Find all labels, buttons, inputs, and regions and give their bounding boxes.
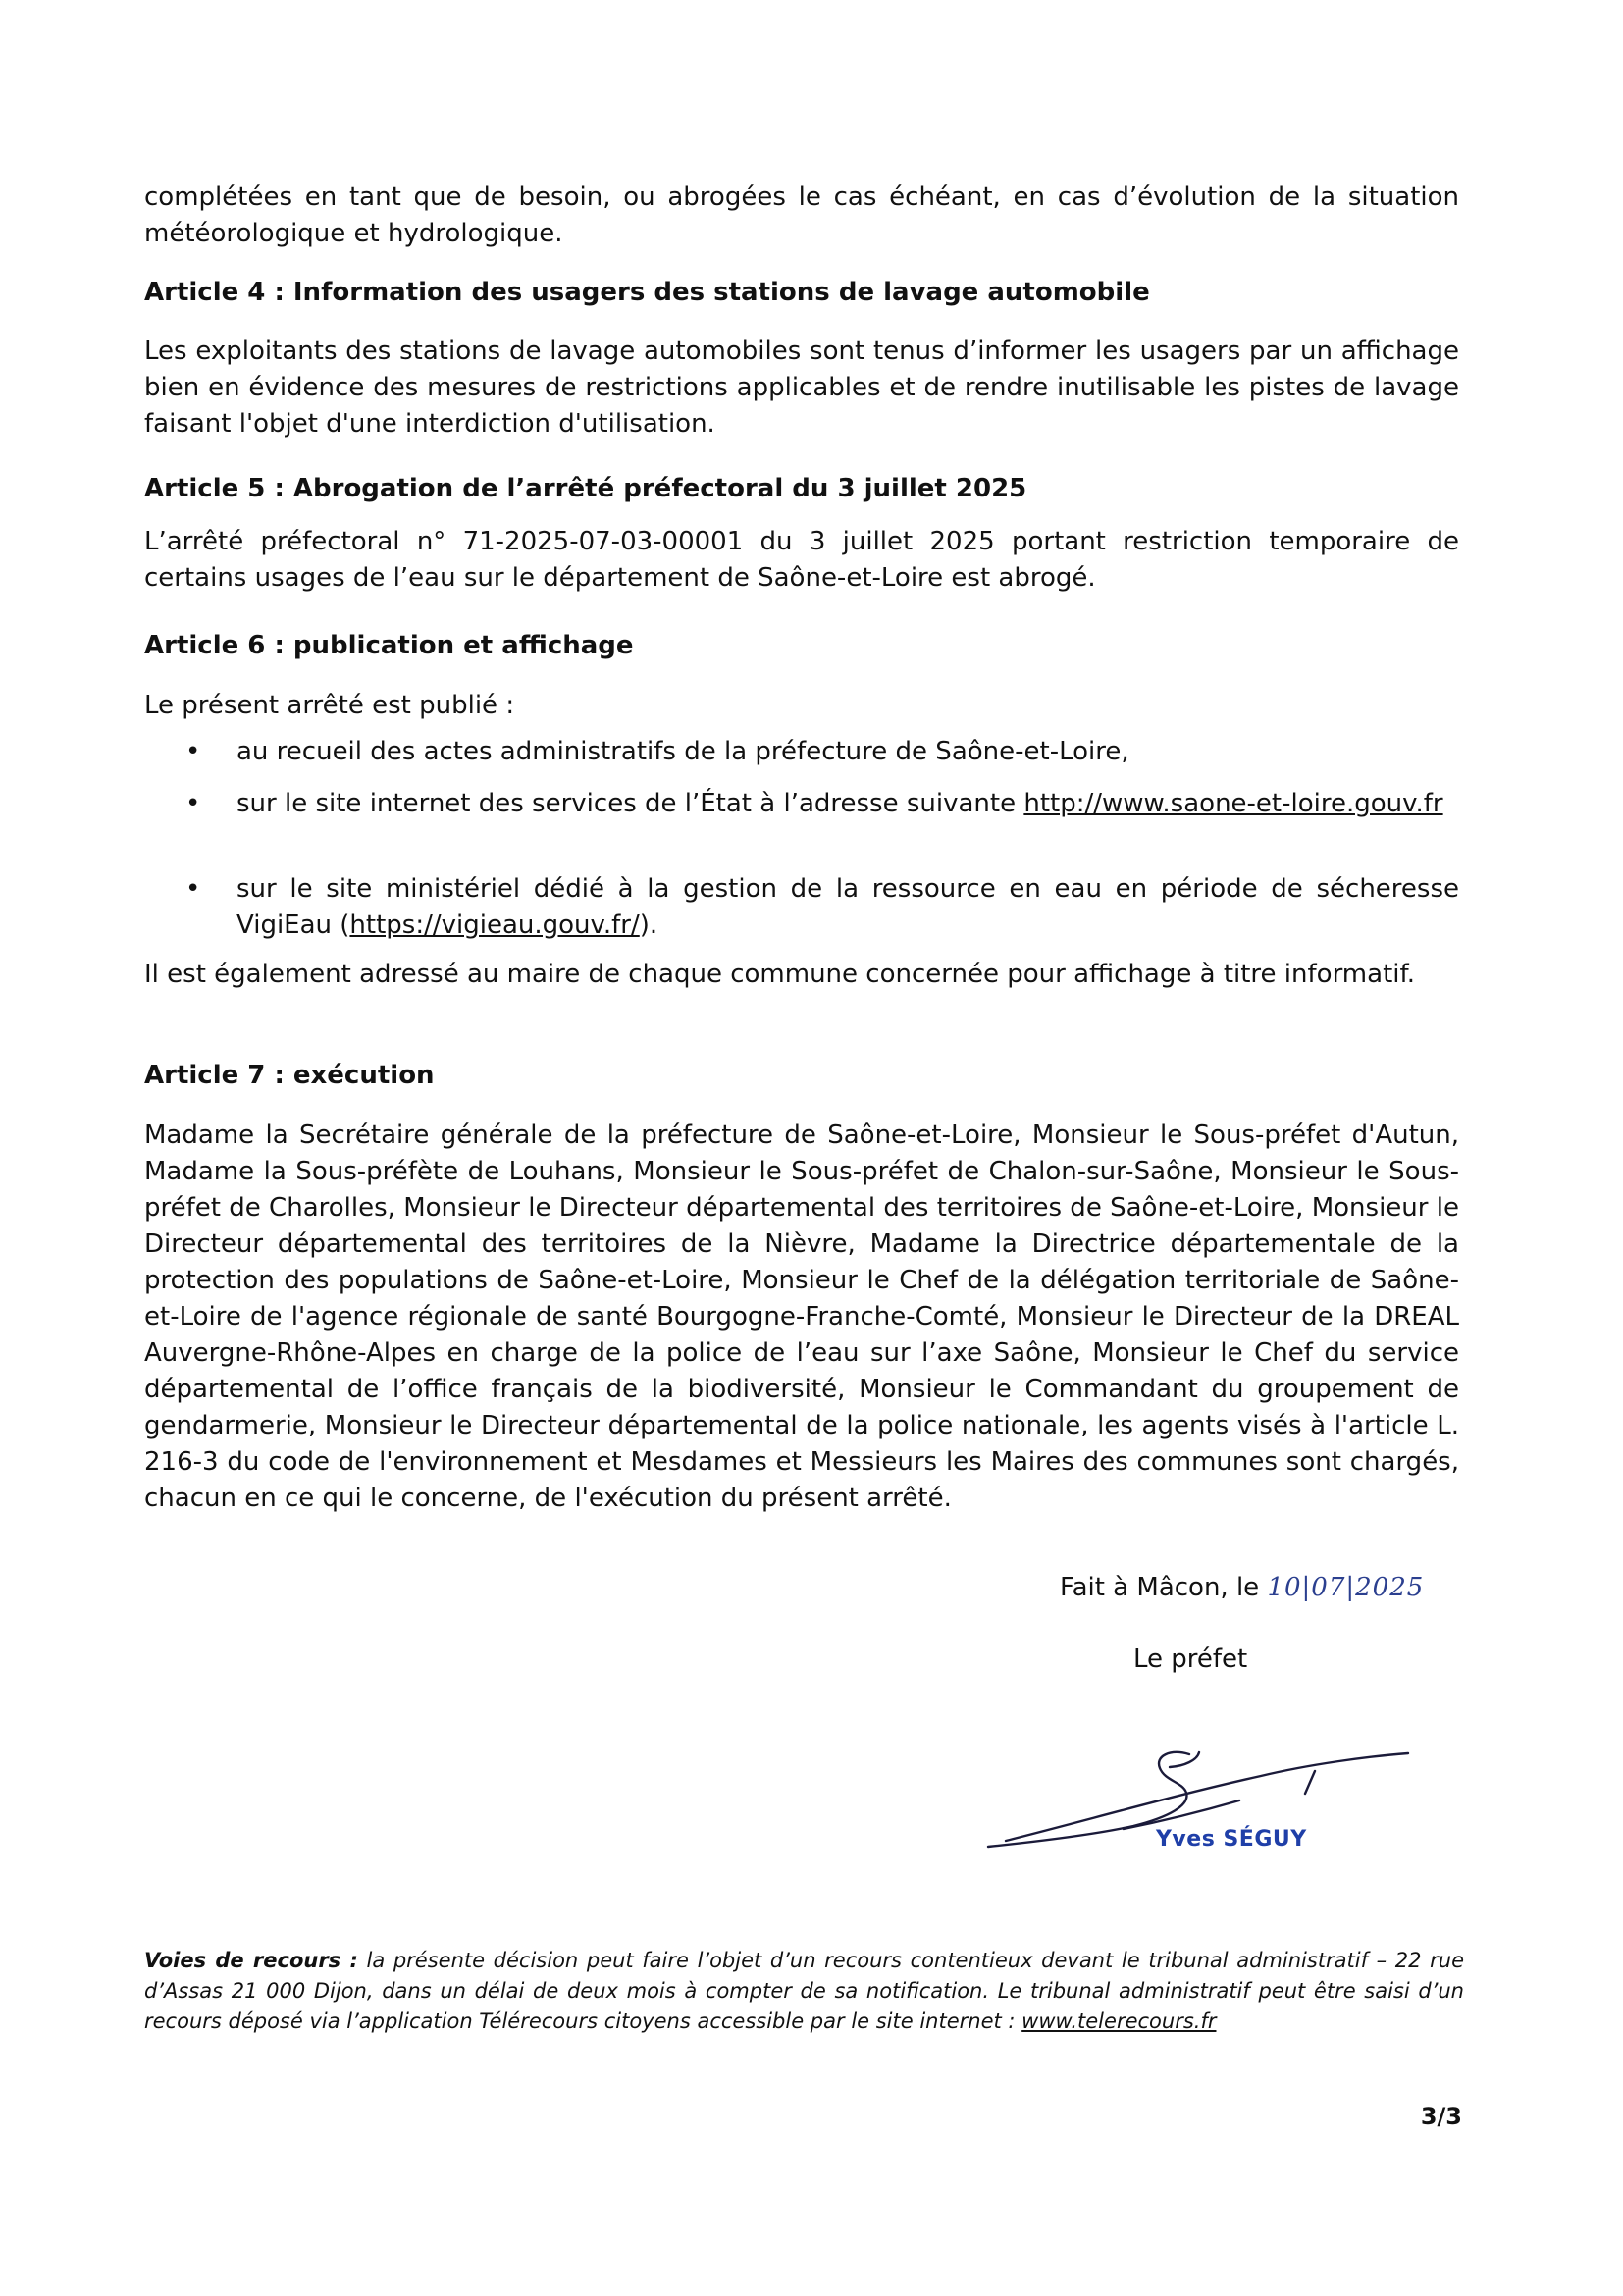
list-item-text: sur le site internet des services de l’État à l’adresse suivante http://www.saone-et-loire.gouv.fr bbox=[236, 789, 1443, 818]
article-6-title: Article 6 : publication et affichage bbox=[144, 631, 634, 660]
prefecture-website-link[interactable]: http://www.saone-et-loire.gouv.fr bbox=[1023, 789, 1443, 818]
continuation-paragraph bbox=[144, 180, 1459, 252]
appeal-text: la présente décision peut faire l’objet d’un recours contentieux devant le tribunal administratif – 22 rue d’Assas 21 000 Dijon, dans un délai de deux mois à compter de sa notification. Le tribunal administratif peut être saisi d’un recours déposé via l’application Télérecours citoyens accessible par le site internet : bbox=[144, 1949, 1464, 2033]
article-7-text: Madame la Secrétaire générale de la préfecture de Saône-et-Loire, Monsieur le Sous-préfet d'Autun, Madame la Sous-préfète de Louhans, Monsieur le Sous-préfet de Chalon-sur-Saône, Monsieur le Sous-préfet de Charolles, Monsieur le Directeur départemental des territoires de Saône-et-Loire, Monsieur le Directeur départemental des territoires de la Nièvre, Madame la Directrice départementale de la protection des populations de Saône-et-Loire, Monsieur le Chef de la délégation territoriale de Saône-et-Loire de l'agence régionale de santé Bourgogne-Franche-Comté, Monsieur le Directeur de la DREAL Auvergne-Rhône-Alpes en charge de la police de l’eau sur l’axe Saône, Monsieur le Chef du service départemental de l’office français de la biodiversité, Monsieur le Commandant du groupement de gendarmerie, Monsieur le Directeur départemental de la police nationale, les agents visés à l'article L. 216-3 du code de l'environnement et Mesdames et Messieurs les Maires des communes sont chargés, chacun en ce qui le concerne, de l'exécution du présent arrêté. bbox=[144, 1121, 1459, 1513]
article-6-outro bbox=[144, 957, 1459, 993]
signature-place-date bbox=[1060, 1570, 1424, 1605]
article-4-title: Article 4 : Information des usagers des stations de lavage automobile bbox=[144, 278, 1150, 307]
article-5-body bbox=[144, 524, 1459, 597]
article-6-intro bbox=[144, 688, 1459, 724]
place-label: Fait à Mâcon, le bbox=[1060, 1573, 1260, 1602]
article-7-title: Article 7 : exécution bbox=[144, 1061, 435, 1090]
bullet-icon: • bbox=[185, 874, 201, 904]
vigieau-link[interactable]: https://vigieau.gouv.fr/ bbox=[349, 911, 640, 940]
signer-role: Le préfet bbox=[1133, 1644, 1248, 1674]
handwritten-date: 10|07|2025 bbox=[1267, 1573, 1425, 1602]
bullet-icon: • bbox=[185, 737, 201, 766]
article-4-text: Les exploitants des stations de lavage automobiles sont tenus d’informer les usagers par un affichage bien en évidence des mesures de restrictions applicables et de rendre inutilisable les pistes de lavage faisant l'objet d'une interdiction d'utilisation. bbox=[144, 337, 1459, 439]
page-number: 3/3 bbox=[1420, 2103, 1462, 2130]
article-5-title: Article 5 : Abrogation de l’arrêté préfectoral du 3 juillet 2025 bbox=[144, 474, 1027, 503]
signer-name-stamp: Yves SÉGUY bbox=[1156, 1827, 1307, 1852]
continuation-text: complétées en tant que de besoin, ou abrogées le cas échéant, en cas d’évolution de la situation météorologique et hydrologique. bbox=[144, 183, 1459, 248]
article-5-text: L’arrêté préfectoral n° 71-2025-07-03-00001 du 3 juillet 2025 portant restriction temporaire de certains usages de l’eau sur le département de Saône-et-Loire est abrogé. bbox=[144, 527, 1459, 593]
appeal-notice bbox=[144, 1946, 1464, 2037]
list-item-text: sur le site ministériel dédié à la gestion de la ressource en eau en période de sécheresse VigiEau (https://vigieau.gouv.fr/). bbox=[236, 874, 1459, 940]
article-4-body bbox=[144, 334, 1459, 443]
article-7-body bbox=[144, 1118, 1459, 1517]
article-6-outro-text: Il est également adressé au maire de chaque commune concernée pour affichage à titre informatif. bbox=[144, 960, 1416, 989]
bullet-icon: • bbox=[185, 789, 201, 818]
appeal-label: Voies de recours : bbox=[144, 1949, 358, 1972]
telerecours-link[interactable]: www.telerecours.fr bbox=[1021, 2009, 1217, 2033]
article-6-intro-text: Le présent arrêté est publié : bbox=[144, 691, 515, 720]
list-item-text: au recueil des actes administratifs de la préfecture de Saône-et-Loire, bbox=[236, 737, 1129, 766]
